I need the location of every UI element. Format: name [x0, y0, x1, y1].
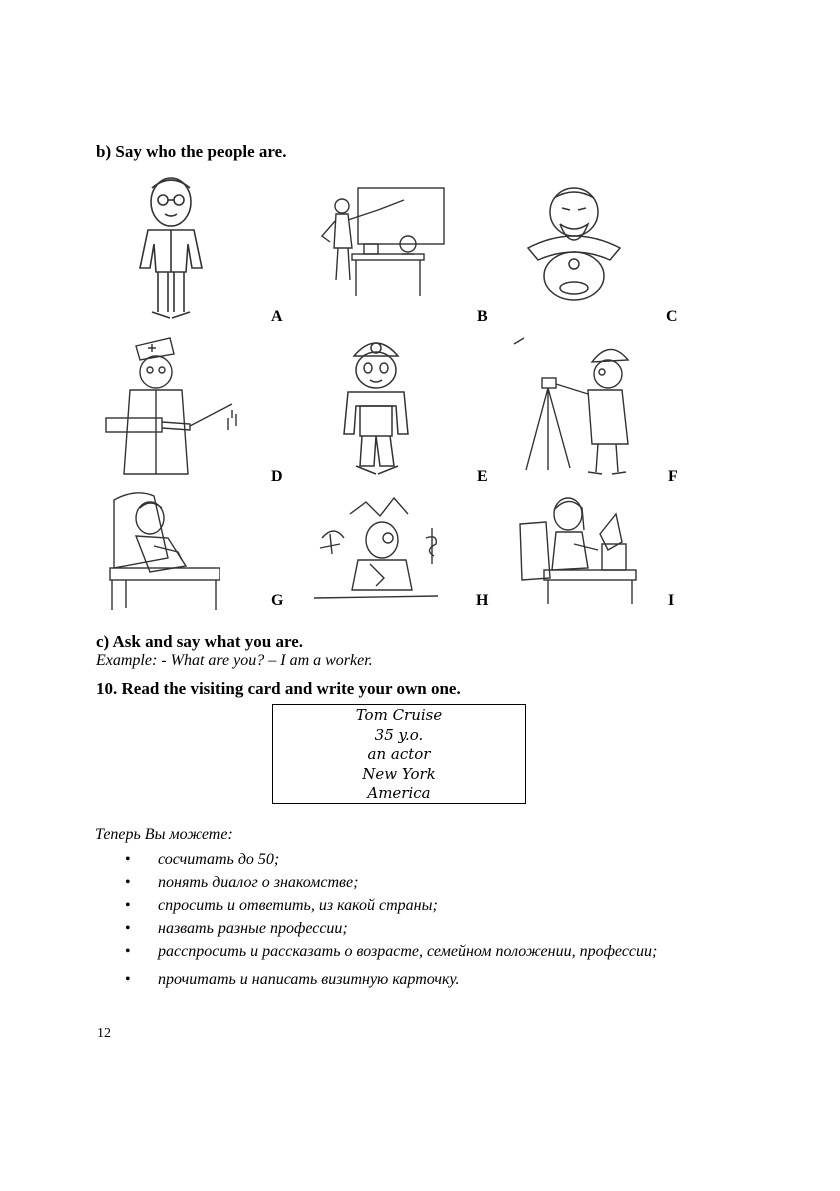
bearded-man-drawing	[520, 184, 628, 308]
visiting-card	[272, 704, 526, 804]
section-c-example: Example: - What are you? – I am a worker.	[96, 652, 373, 669]
skills-list	[125, 850, 705, 993]
bullet-icon: •	[125, 897, 131, 914]
secretary-at-desk-drawing	[516, 494, 638, 606]
card-name: Tom Cruise	[355, 706, 443, 724]
list-item: • понять диалог о знакомстве;	[125, 874, 359, 891]
picture-label-c: C	[666, 308, 678, 325]
card-city: New York	[362, 764, 436, 783]
summary-intro: Теперь Вы можете:	[95, 826, 233, 843]
list-item: • спросить и ответить, из какой страны;	[125, 897, 438, 914]
bullet-icon: •	[125, 920, 131, 937]
bullet-icon: •	[125, 851, 131, 868]
teacher-at-blackboard-drawing	[312, 184, 448, 308]
card-country: America	[367, 784, 431, 802]
section-b-heading: b) Say who the people are.	[96, 142, 287, 161]
photographer-with-tripod-drawing	[512, 334, 636, 480]
bullet-icon: •	[125, 874, 131, 891]
picture-label-h: H	[476, 592, 489, 609]
doctor-with-syringe-drawing	[100, 334, 242, 480]
picture-label-f: F	[668, 468, 678, 485]
list-item: • прочитать и написать визитную карточку.	[125, 971, 460, 988]
picture-label-d: D	[271, 468, 283, 485]
man-with-glasses-drawing	[128, 172, 214, 324]
list-item: • расспросить и рассказать о возрасте, семейном положении, профессии;	[125, 943, 658, 960]
list-item: • сосчитать до 50;	[125, 851, 280, 868]
bullet-icon: •	[125, 971, 131, 988]
picture-label-b: B	[477, 308, 488, 325]
card-age: 35 y.o.	[374, 725, 424, 744]
woman-in-armchair-drawing	[106, 488, 220, 612]
picture-label-i: I	[668, 592, 675, 609]
card-profession: an actor	[367, 745, 431, 763]
picture-label-e: E	[477, 468, 488, 485]
businessman-at-desk-drawing	[314, 494, 442, 604]
task-10-heading: 10. Read the visiting card and write your own one.	[96, 679, 461, 698]
page-number: 12	[97, 1026, 111, 1041]
miner-worker-drawing	[338, 334, 414, 480]
picture-label-a: A	[271, 308, 283, 325]
list-item: • назвать разные профессии;	[125, 920, 348, 937]
picture-label-g: G	[271, 592, 284, 609]
section-c-heading: c) Ask and say what you are.	[96, 632, 304, 651]
bullet-icon: •	[125, 943, 131, 960]
